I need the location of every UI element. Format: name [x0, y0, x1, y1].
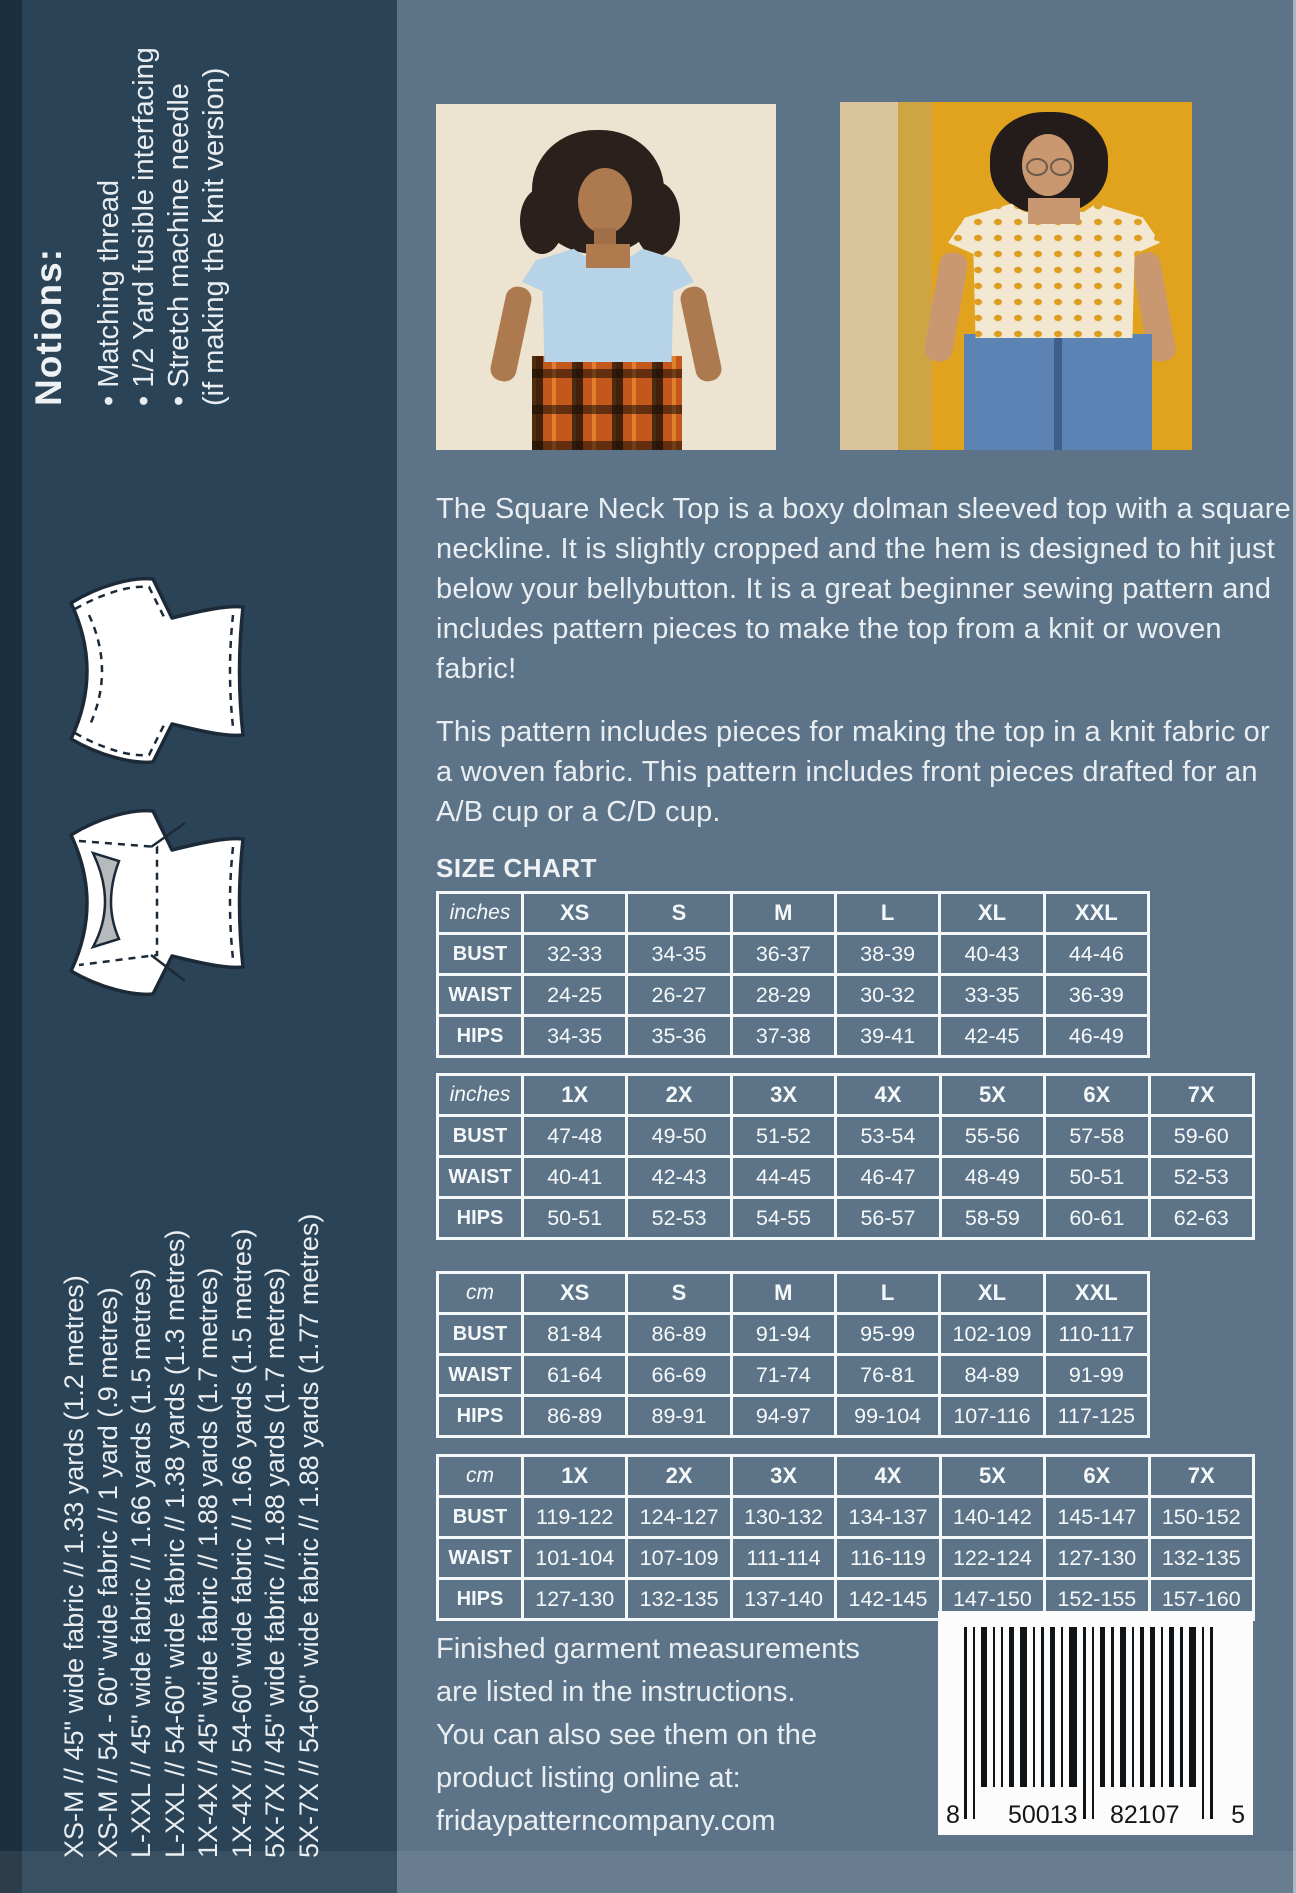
description-line: The Square Neck Top is a boxy dolman sleeved top with a square [436, 493, 1291, 525]
size-header-cell: 3X [731, 1456, 835, 1497]
measurement-value-cell: 86-89 [523, 1396, 627, 1437]
barcode-bar [1161, 1627, 1163, 1787]
finished-measurements-note [436, 1628, 860, 1843]
measurement-value-cell: 38-39 [835, 934, 939, 975]
size-header-cell: 4X [836, 1075, 940, 1116]
size-header-cell: 4X [836, 1456, 940, 1497]
size-header-cell: XL [940, 893, 1044, 934]
finished-measurements-line: fridaypatterncompany.com [436, 1805, 776, 1837]
measurement-value-cell: 60-61 [1045, 1198, 1149, 1239]
size-header-cell: 1X [523, 1075, 627, 1116]
measurement-value-cell: 127-130 [1045, 1538, 1149, 1579]
measurement-value-cell: 28-29 [731, 975, 835, 1016]
description-line: fabric! [436, 653, 517, 685]
measurement-value-cell: 40-41 [523, 1157, 627, 1198]
notions-heading: Notions: [28, 247, 69, 406]
barcode-digit: 8 [946, 1801, 960, 1829]
finished-measurements-line: product listing online at: [436, 1762, 741, 1794]
barcode-bar [1100, 1627, 1105, 1787]
fabric-requirement-line: XS-M // 54 - 60" wide fabric // 1 yard (.9 metres) [92, 1287, 123, 1858]
finished-measurements-line: You can also see them on the [436, 1719, 818, 1751]
fabric-requirement-line: 5X-7X // 45" wide fabric // 1.88 yards (1.7 metres) [260, 1267, 290, 1858]
fabric-requirement-line: 5X-7X // 54-60" wide fabric // 1.88 yards (1.77 metres) [293, 1213, 324, 1858]
size-chart-heading: SIZE CHART [436, 853, 597, 883]
measurement-row-label: HIPS [438, 1579, 523, 1620]
model-2-glasses [1050, 158, 1072, 176]
measurement-row-label: WAIST [438, 1355, 523, 1396]
barcode-bar [1169, 1627, 1174, 1787]
measurement-value-cell: 110-117 [1044, 1314, 1148, 1355]
measurement-value-cell: 86-89 [627, 1314, 731, 1355]
measurement-value-cell: 34-35 [627, 934, 731, 975]
measurement-value-cell: 132-135 [627, 1579, 731, 1620]
size-header-cell: 7X [1149, 1075, 1253, 1116]
measurement-value-cell: 95-99 [835, 1314, 939, 1355]
fabric-requirement-line: L-XXL // 45" wide fabric // 1.66 yards (1.5 metres) [126, 1268, 156, 1858]
notions-lines [92, 16, 232, 406]
barcode-bar [1033, 1627, 1035, 1787]
measurement-row-label: BUST [438, 1497, 523, 1538]
size-header-cell: L [835, 893, 939, 934]
measurement-value-cell: 46-47 [836, 1157, 940, 1198]
model-2-jeans [964, 334, 1152, 450]
size-header-cell: XXL [1044, 1273, 1148, 1314]
measurement-value-cell: 142-145 [836, 1579, 940, 1620]
measurement-value-cell: 101-104 [523, 1538, 627, 1579]
barcode-bar [1210, 1627, 1213, 1819]
size-header-cell: S [627, 1273, 731, 1314]
fabric-requirement-line: 1X-4X // 45" wide fabric // 1.88 yards (1.7 metres) [193, 1267, 223, 1858]
notions-line: (if making the knit version) [198, 67, 230, 406]
measurement-row-label: BUST [438, 934, 523, 975]
description-line: A/B cup or a C/D cup. [436, 796, 721, 828]
size-header-cell: 7X [1149, 1456, 1253, 1497]
left-edge-strip [0, 0, 22, 1893]
measurement-row-label: WAIST [438, 1157, 523, 1198]
measurement-value-cell: 51-52 [731, 1116, 835, 1157]
size-header-cell: 5X [940, 1075, 1044, 1116]
finished-measurements-line: Finished garment measurements [436, 1633, 860, 1665]
measurement-row-label: BUST [438, 1116, 523, 1157]
measurement-value-cell: 157-160 [1149, 1579, 1253, 1620]
garment-back-inside-drawing [55, 795, 250, 1010]
measurement-row-label: WAIST [438, 1538, 523, 1579]
measurement-value-cell: 76-81 [835, 1355, 939, 1396]
measurement-value-cell: 102-109 [940, 1314, 1044, 1355]
description-paragraph-1 [436, 489, 1291, 689]
measurement-value-cell: 52-53 [627, 1198, 731, 1239]
description-paragraph-2 [436, 712, 1270, 832]
measurement-value-cell: 94-97 [731, 1396, 835, 1437]
measurement-value-cell: 42-43 [627, 1157, 731, 1198]
barcode-bar [981, 1627, 987, 1787]
barcode-bar [964, 1627, 967, 1819]
measurement-row-label: BUST [438, 1314, 523, 1355]
measurement-value-cell: 111-114 [731, 1538, 835, 1579]
barcode-bar [993, 1627, 995, 1787]
measurement-value-cell: 33-35 [940, 975, 1044, 1016]
measurement-value-cell: 107-109 [627, 1538, 731, 1579]
measurement-value-cell: 152-155 [1045, 1579, 1149, 1620]
notions-line: • Stretch machine needle [163, 83, 195, 406]
photo-model-2 [840, 102, 1192, 450]
description-line: neckline. It is slightly cropped and the hem is designed to hit just [436, 533, 1275, 565]
barcode-bar [1180, 1627, 1183, 1787]
barcode-bar [1069, 1627, 1077, 1787]
size-table [436, 891, 1150, 1058]
measurement-value-cell: 61-64 [523, 1355, 627, 1396]
measurement-value-cell: 84-89 [940, 1355, 1044, 1396]
size-header-cell: M [731, 893, 835, 934]
size-header-cell: 1X [523, 1456, 627, 1497]
measurement-value-cell: 35-36 [627, 1016, 731, 1057]
barcode-bar [1092, 1627, 1094, 1819]
photo-model-1 [436, 104, 776, 450]
size-header-cell: M [731, 1273, 835, 1314]
measurement-value-cell: 49-50 [627, 1116, 731, 1157]
barcode-bar [1132, 1627, 1134, 1787]
model-1-face [578, 168, 632, 234]
fabric-requirements [58, 1098, 326, 1858]
measurement-value-cell: 42-45 [940, 1016, 1044, 1057]
size-header-cell: 2X [627, 1456, 731, 1497]
barcode-bar [1202, 1627, 1204, 1819]
fabric-requirement-line: XS-M // 45" wide fabric // 1.33 yards (1.2 metres) [59, 1275, 89, 1858]
measurement-value-cell: 91-94 [731, 1314, 835, 1355]
backdrop-stripe [898, 102, 932, 450]
barcode-bar [1050, 1627, 1055, 1787]
size-header-cell: 3X [731, 1075, 835, 1116]
barcode-bar [1140, 1627, 1144, 1787]
measurement-value-cell: 132-135 [1149, 1538, 1253, 1579]
unit-label: cm [438, 1273, 523, 1314]
size-header-cell: 6X [1045, 1456, 1149, 1497]
notions-line: • 1/2 Yard fusible interfacing [128, 47, 160, 406]
unit-label: inches [438, 1075, 523, 1116]
model-1-arm [678, 284, 723, 383]
measurement-value-cell: 44-46 [1044, 934, 1148, 975]
barcode [938, 1611, 1253, 1835]
size-header-cell: S [627, 893, 731, 934]
barcode-bar [1150, 1627, 1155, 1787]
description-line: a woven fabric. This pattern includes front pieces drafted for an [436, 756, 1258, 788]
measurement-value-cell: 32-33 [523, 934, 627, 975]
measurement-value-cell: 124-127 [627, 1497, 731, 1538]
measurement-value-cell: 107-116 [940, 1396, 1044, 1437]
bottom-fold-line [0, 1851, 1296, 1893]
measurement-value-cell: 50-51 [523, 1198, 627, 1239]
measurement-value-cell: 62-63 [1149, 1198, 1253, 1239]
size-header-cell: XS [523, 893, 627, 934]
fabric-requirement-line: L-XXL // 54-60" wide fabric // 1.38 yards (1.3 metres) [159, 1229, 190, 1858]
barcode-bar [1111, 1627, 1114, 1787]
measurement-value-cell: 122-124 [940, 1538, 1044, 1579]
size-chart-tables [436, 891, 1255, 1621]
measurement-value-cell: 130-132 [731, 1497, 835, 1538]
measurement-value-cell: 81-84 [523, 1314, 627, 1355]
measurement-value-cell: 44-45 [731, 1157, 835, 1198]
unit-label: cm [438, 1456, 523, 1497]
barcode-digit: 82107 [1110, 1801, 1180, 1829]
barcode-bar [1189, 1627, 1196, 1787]
measurement-value-cell: 52-53 [1149, 1157, 1253, 1198]
measurement-value-cell: 150-152 [1149, 1497, 1253, 1538]
size-table [436, 1073, 1255, 1240]
measurement-value-cell: 54-55 [731, 1198, 835, 1239]
measurement-row-label: WAIST [438, 975, 523, 1016]
description-line: This pattern includes pieces for making the top in a knit fabric or [436, 716, 1270, 748]
measurement-value-cell: 145-147 [1045, 1497, 1149, 1538]
measurement-value-cell: 116-119 [836, 1538, 940, 1579]
measurement-value-cell: 34-35 [523, 1016, 627, 1057]
measurement-row-label: HIPS [438, 1396, 523, 1437]
measurement-value-cell: 36-39 [1044, 975, 1148, 1016]
barcode-bar [1061, 1627, 1063, 1787]
measurement-value-cell: 89-91 [627, 1396, 731, 1437]
barcode-bar [1041, 1627, 1044, 1787]
barcode-bar [1009, 1627, 1014, 1787]
measurement-value-cell: 91-99 [1044, 1355, 1148, 1396]
measurement-value-cell: 39-41 [835, 1016, 939, 1057]
measurement-value-cell: 56-57 [836, 1198, 940, 1239]
model-1-arm [488, 284, 533, 383]
size-table [436, 1271, 1150, 1438]
measurement-value-cell: 36-37 [731, 934, 835, 975]
measurement-value-cell: 119-122 [523, 1497, 627, 1538]
measurement-value-cell: 127-130 [523, 1579, 627, 1620]
measurement-value-cell: 117-125 [1044, 1396, 1148, 1437]
model-1-square-neckline [586, 244, 630, 268]
size-header-cell: XXL [1044, 893, 1148, 934]
measurement-value-cell: 46-49 [1044, 1016, 1148, 1057]
size-header-cell: 2X [627, 1075, 731, 1116]
barcode-bar [973, 1627, 975, 1819]
size-header-cell: XS [523, 1273, 627, 1314]
description-line: includes pattern pieces to make the top from a knit or woven [436, 613, 1222, 645]
measurement-value-cell: 47-48 [523, 1116, 627, 1157]
unit-label: inches [438, 893, 523, 934]
size-header-cell: XL [940, 1273, 1044, 1314]
notions-block [28, 16, 232, 406]
measurement-value-cell: 26-27 [627, 975, 731, 1016]
measurement-value-cell: 71-74 [731, 1355, 835, 1396]
backdrop-stripe [840, 102, 898, 450]
measurement-value-cell: 48-49 [940, 1157, 1044, 1198]
measurement-value-cell: 134-137 [836, 1497, 940, 1538]
barcode-bars [964, 1627, 1219, 1827]
measurement-value-cell: 24-25 [523, 975, 627, 1016]
measurement-value-cell: 40-43 [940, 934, 1044, 975]
measurement-value-cell: 30-32 [835, 975, 939, 1016]
measurement-value-cell: 37-38 [731, 1016, 835, 1057]
finished-measurements-line: are listed in the instructions. [436, 1676, 796, 1708]
barcode-bar [1020, 1627, 1027, 1787]
measurement-value-cell: 59-60 [1149, 1116, 1253, 1157]
barcode-digit: 5 [1231, 1801, 1245, 1829]
barcode-digit: 50013 [1008, 1801, 1078, 1829]
fabric-requirement-line: 1X-4X // 54-60" wide fabric // 1.66 yards (1.5 metres) [226, 1228, 257, 1858]
size-header-cell: 6X [1045, 1075, 1149, 1116]
measurement-row-label: HIPS [438, 1198, 523, 1239]
model-2-square-neckline [1028, 198, 1080, 224]
measurement-value-cell: 137-140 [731, 1579, 835, 1620]
size-table [436, 1454, 1255, 1621]
garment-front-drawing [55, 563, 250, 778]
measurement-value-cell: 57-58 [1045, 1116, 1149, 1157]
measurement-value-cell: 66-69 [627, 1355, 731, 1396]
measurement-value-cell: 53-54 [836, 1116, 940, 1157]
description-line: below your bellybutton. It is a great beginner sewing pattern and [436, 573, 1272, 605]
measurement-value-cell: 50-51 [1045, 1157, 1149, 1198]
barcode-bar [1083, 1627, 1086, 1819]
model-1-plaid-pants [532, 356, 682, 450]
measurement-row-label: HIPS [438, 1016, 523, 1057]
size-header-cell: 5X [940, 1456, 1044, 1497]
notions-line: • Matching thread [93, 179, 125, 406]
barcode-bar [1120, 1627, 1126, 1787]
measurement-value-cell: 140-142 [940, 1497, 1044, 1538]
measurement-value-cell: 55-56 [940, 1116, 1044, 1157]
measurement-value-cell: 147-150 [940, 1579, 1044, 1620]
measurement-value-cell: 58-59 [940, 1198, 1044, 1239]
measurement-value-cell: 99-104 [835, 1396, 939, 1437]
barcode-bar [1001, 1627, 1003, 1787]
size-header-cell: L [835, 1273, 939, 1314]
model-2-glasses [1026, 158, 1048, 176]
